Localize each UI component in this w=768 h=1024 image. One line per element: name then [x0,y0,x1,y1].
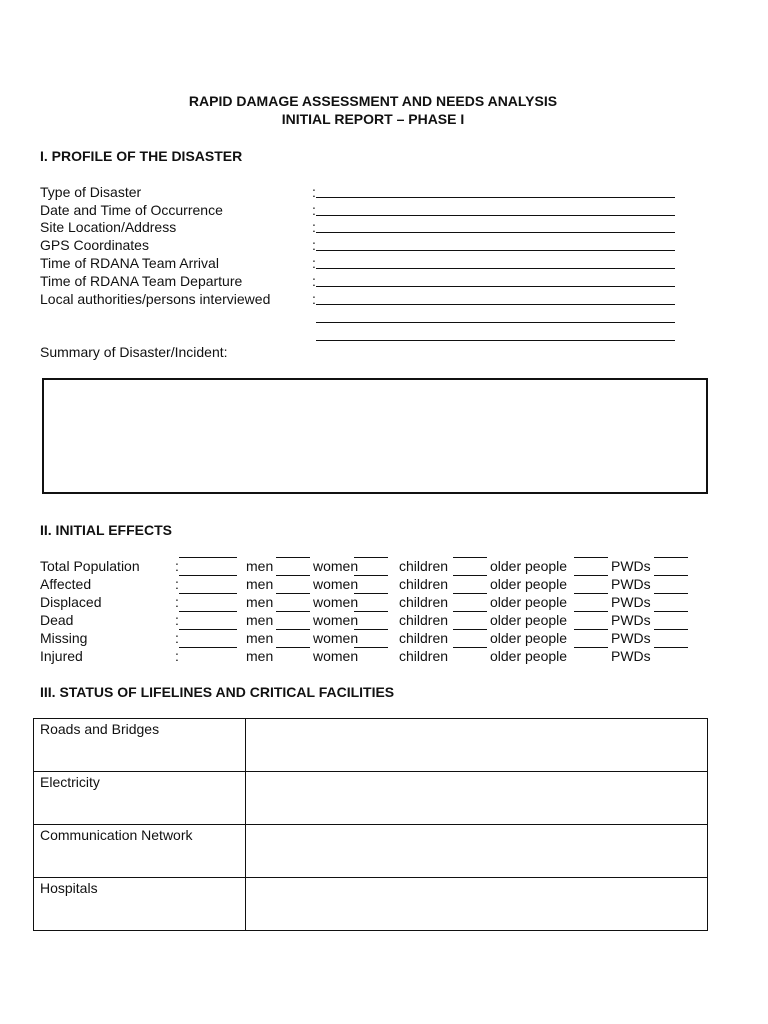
category-label: men [246,630,274,646]
facility-name: Communication Network [34,825,246,878]
category-label: children [399,594,449,610]
total-count-blank[interactable] [179,575,237,576]
category-count-blank[interactable] [654,629,688,630]
category-label: children [399,648,449,664]
category-label: older people [490,576,568,592]
category-label: children [399,612,449,628]
effect-colon: : [175,612,179,628]
fill-in-line[interactable] [316,232,675,233]
category-label: men [246,648,274,664]
fill-in-line[interactable] [316,215,675,216]
field-label: Time of RDANA Team Arrival [40,255,219,271]
field-label: Site Location/Address [40,219,177,235]
facility-name: Hospitals [34,878,246,931]
section1-heading: I. PROFILE OF THE DISASTER [40,148,243,164]
document-title-line2: INITIAL REPORT – PHASE I [281,111,465,127]
fill-in-line[interactable] [316,304,675,305]
category-label: PWDs [611,558,651,574]
total-count-blank[interactable] [179,557,237,558]
summary-label: Summary of Disaster/Incident: [40,344,228,360]
category-count-blank[interactable] [453,575,487,576]
fill-in-line[interactable] [316,268,675,269]
category-label: older people [490,558,568,574]
category-count-blank[interactable] [354,575,388,576]
category-label: women [313,558,359,574]
category-label: children [399,630,449,646]
category-count-blank[interactable] [574,629,608,630]
category-count-blank[interactable] [574,575,608,576]
fill-in-line[interactable] [316,250,675,251]
category-label: older people [490,630,568,646]
fill-in-line-continuation[interactable] [316,340,675,341]
lifelines-table [33,718,708,931]
effect-colon: : [175,558,179,574]
category-label: women [313,630,359,646]
facility-status-cell[interactable] [246,878,708,931]
category-count-blank[interactable] [276,593,310,594]
field-colon: : [312,184,316,200]
effect-label: Displaced [40,594,102,610]
category-label: older people [490,594,568,610]
effect-colon: : [175,576,179,592]
field-colon: : [312,219,316,235]
category-label: men [246,558,274,574]
category-count-blank[interactable] [574,593,608,594]
category-label: men [246,594,274,610]
table-row [34,719,708,772]
fill-in-line[interactable] [316,286,675,287]
fill-in-line-continuation[interactable] [316,322,675,323]
facility-status-cell[interactable] [246,772,708,825]
section2-heading: II. INITIAL EFFECTS [40,522,172,538]
category-label: PWDs [611,576,651,592]
facility-name: Roads and Bridges [34,719,246,772]
category-label: men [246,612,274,628]
field-colon: : [312,291,316,307]
field-colon: : [312,255,316,271]
facility-name: Electricity [34,772,246,825]
effect-colon: : [175,630,179,646]
summary-box[interactable] [42,378,708,494]
category-count-blank[interactable] [654,611,688,612]
category-label: older people [490,648,568,664]
category-count-blank[interactable] [354,611,388,612]
category-label: women [313,576,359,592]
field-colon: : [312,202,316,218]
category-count-blank[interactable] [654,575,688,576]
total-count-blank[interactable] [179,593,237,594]
section3-heading: III. STATUS OF LIFELINES AND CRITICAL FACILITIES [40,684,395,700]
category-count-blank[interactable] [354,647,388,648]
field-label: Time of RDANA Team Departure [40,273,243,289]
category-label: PWDs [611,630,651,646]
total-count-blank[interactable] [179,611,237,612]
table-row [34,878,708,931]
facility-status-cell[interactable] [246,825,708,878]
category-count-blank[interactable] [574,611,608,612]
effect-label: Missing [40,630,88,646]
effect-colon: : [175,594,179,610]
category-label: children [399,576,449,592]
field-label: Local authorities/persons interviewed [40,291,271,307]
facility-status-cell[interactable] [246,719,708,772]
document-title-line1: RAPID DAMAGE ASSESSMENT AND NEEDS ANALYSIS [188,93,558,109]
field-label: Type of Disaster [40,184,142,200]
category-count-blank[interactable] [453,557,487,558]
field-colon: : [312,237,316,253]
category-count-blank[interactable] [574,557,608,558]
effect-label: Injured [40,648,83,664]
category-count-blank[interactable] [276,629,310,630]
field-colon: : [312,273,316,289]
category-label: children [399,558,449,574]
table-row [34,825,708,878]
field-label: GPS Coordinates [40,237,149,253]
category-count-blank[interactable] [354,557,388,558]
effect-label: Dead [40,612,74,628]
category-count-blank[interactable] [453,611,487,612]
category-count-blank[interactable] [354,593,388,594]
category-count-blank[interactable] [654,593,688,594]
category-label: women [313,594,359,610]
fill-in-line[interactable] [316,197,675,198]
category-count-blank[interactable] [453,593,487,594]
effect-label: Affected [40,576,92,592]
category-label: PWDs [611,648,651,664]
category-count-blank[interactable] [276,557,310,558]
category-label: older people [490,612,568,628]
category-count-blank[interactable] [354,629,388,630]
category-label: women [313,612,359,628]
field-label: Date and Time of Occurrence [40,202,223,218]
category-count-blank[interactable] [654,557,688,558]
category-label: women [313,648,359,664]
category-label: PWDs [611,612,651,628]
category-count-blank[interactable] [453,647,487,648]
category-count-blank[interactable] [276,647,310,648]
category-count-blank[interactable] [453,629,487,630]
category-count-blank[interactable] [574,647,608,648]
total-count-blank[interactable] [179,647,237,648]
category-count-blank[interactable] [654,647,688,648]
category-count-blank[interactable] [276,575,310,576]
category-count-blank[interactable] [276,611,310,612]
category-label: men [246,576,274,592]
effect-colon: : [175,648,179,664]
total-count-blank[interactable] [179,629,237,630]
table-row [34,772,708,825]
effect-label: Total Population [40,558,140,574]
category-label: PWDs [611,594,651,610]
